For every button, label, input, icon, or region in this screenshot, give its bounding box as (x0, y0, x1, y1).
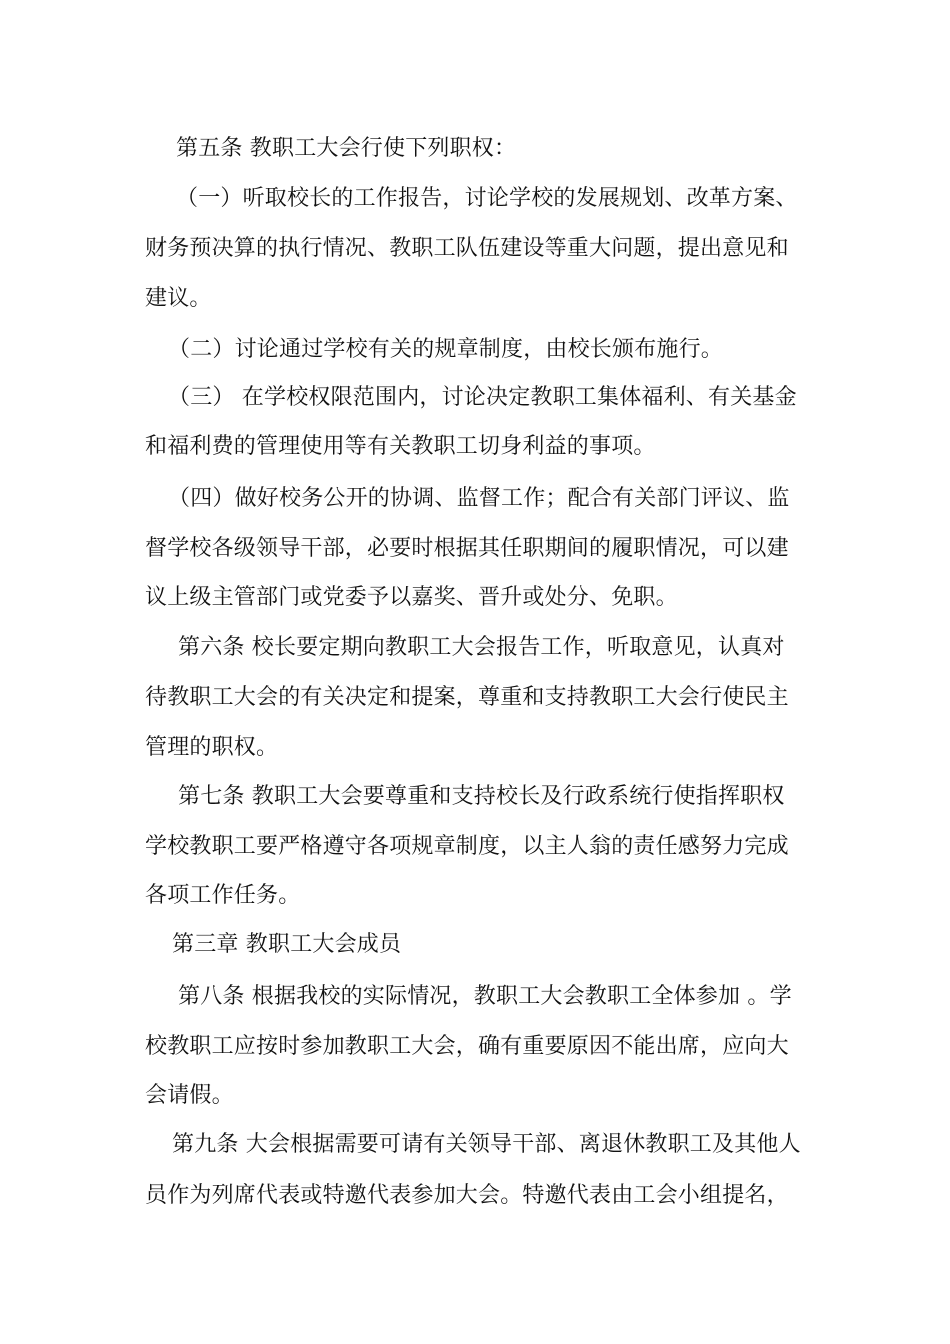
article-9-line-1: 第九条 大会根据需要可请有关领导干部、离退休教职工及其他人 (172, 1132, 801, 1157)
article-9-line-2: 员作为列席代表或特邀代表参加大会。特邀代表由工会小组提名， (145, 1183, 789, 1208)
clause-4-line-1: （四）做好校务公开的协调、监督工作；配合有关部门评议、监 (168, 486, 790, 511)
article-7-line-3: 各项工作任务。 (145, 883, 301, 908)
article-8-line-2: 校教职工应按时参加教职工大会，确有重要原因不能出席，应向大 (145, 1034, 789, 1059)
clause-1-line-2: 财务预决算的执行情况、教职工队伍建设等重大问题，提出意见和 (145, 236, 789, 261)
clause-1-line-3: 建议。 (145, 286, 212, 311)
article-8-line-3: 会请假。 (145, 1083, 234, 1108)
article-5-heading: 第五条 教职工大会行使下列职权： (176, 136, 517, 161)
article-7-line-2: 学校教职工要严格遵守各项规章制度，以主人翁的责任感努力完成 (145, 834, 789, 859)
clause-4-line-3: 议上级主管部门或党委予以嘉奖、晋升或处分、免职。 (145, 585, 678, 610)
article-6-line-3: 管理的职权。 (145, 735, 279, 760)
clause-4-line-2: 督学校各级领导干部，必要时根据其任职期间的履职情况，可以建 (145, 536, 789, 561)
article-6-line-2: 待教职工大会的有关决定和提案，尊重和支持教职工大会行使民主 (145, 685, 789, 710)
article-7-line-1: 第七条 教职工大会要尊重和支持校长及行政系统行使指挥职权 (178, 784, 785, 809)
clause-2-line-1: （二）讨论通过学校有关的规章制度，由校长颁布施行。 (168, 337, 724, 362)
article-6-line-1: 第六条 校长要定期向教职工大会报告工作，听取意见，认真对 (178, 635, 785, 660)
clause-3-line-2: 和福利费的管理使用等有关教职工切身利益的事项。 (145, 434, 656, 459)
clause-1-line-1: （一）听取校长的工作报告，讨论学校的发展规划、改革方案、 (176, 186, 798, 211)
article-8-line-1: 第八条 根据我校的实际情况，教职工大会教职工全体参加 。学 (178, 984, 792, 1009)
chapter-3-heading: 第三章 教职工大会成员 (172, 932, 402, 957)
clause-3-line-1: （三） 在学校权限范围内，讨论决定教职工集体福利、有关基金 (168, 385, 797, 410)
